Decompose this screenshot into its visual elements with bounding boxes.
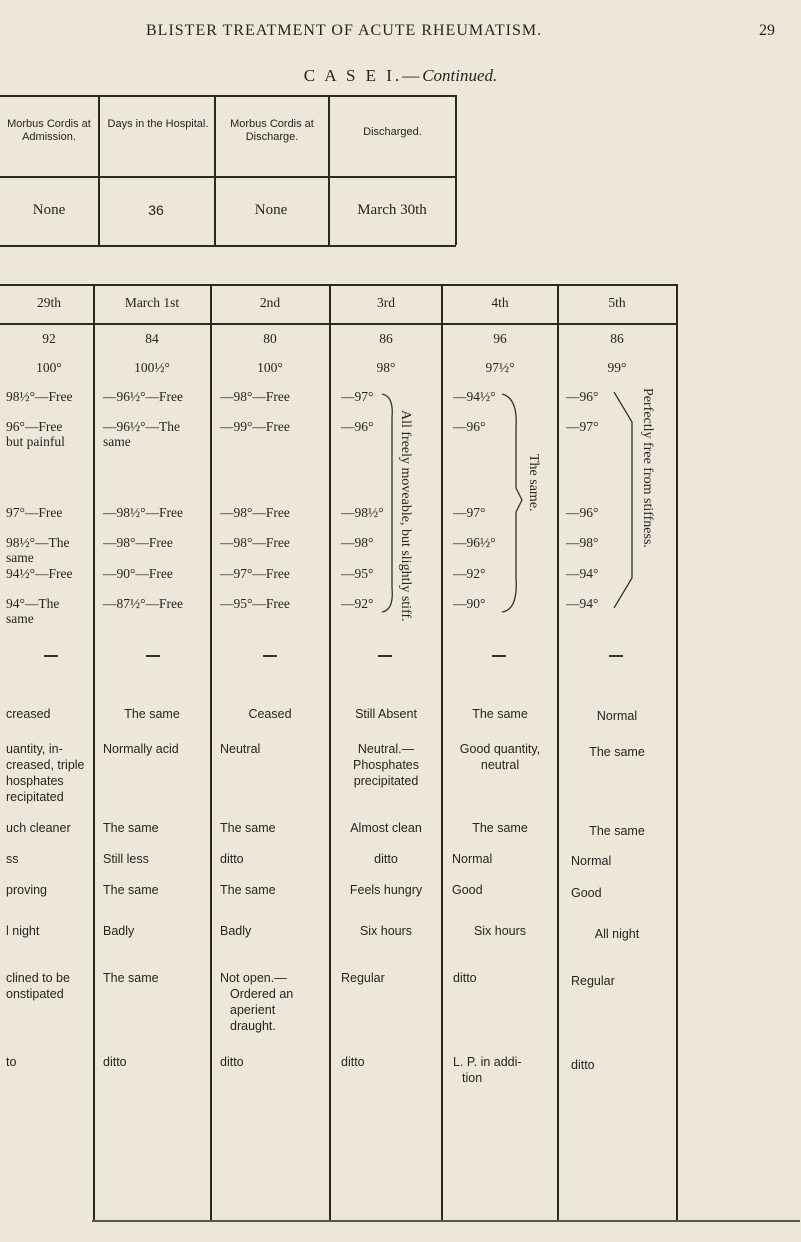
joint-entry: —94½° [453,389,496,404]
row-cell: The same [103,971,159,985]
temperature-value: 97½° [485,360,515,375]
cell-morbus-admission: None [32,202,66,218]
case-title [0,66,801,86]
row-cell: Good quantity, [459,742,541,756]
row-cell: Normally acid [103,742,179,756]
joint-entry: same [103,434,131,449]
joint-entry: —96° [566,505,599,520]
header-morbus-admission: Morbus Cordis at Admission. [7,118,91,143]
rule [455,95,457,245]
day-header: 4th [491,295,509,310]
row-cell: uantity, in- [6,742,63,756]
joint-entry: 94½°—Free [6,566,73,581]
row-cell: ditto [571,1058,595,1072]
row-cell: Not open.— [220,971,287,985]
row-cell: Normal [571,854,612,868]
pulse-value: 86 [610,331,624,346]
row-cell: Good [452,883,483,897]
row-cell: Neutral [220,742,261,756]
day-header: 29th [36,295,61,310]
joint-entry: 98½°—Free [6,389,73,404]
rule [0,95,456,97]
joint-entry: —96½° [453,535,496,550]
cell-days: 36 [148,202,164,218]
joint-entry: but painful [6,434,65,449]
cell-discharged: March 30th [357,202,427,218]
row-cell: Ordered an [230,987,294,1001]
row-cell: tion [462,1071,483,1085]
row-cell: Feels hungry [349,883,423,897]
row-cell: The same [220,883,276,897]
dash [492,655,506,657]
pulse-value: 92 [42,331,56,346]
day-header: March 1st [124,295,180,310]
joint-entry: —98½° [341,505,384,520]
row-cell: L. P. in addi- [453,1055,522,1069]
row-cell: ditto [220,1055,244,1069]
joint-entry: —98° [566,535,599,550]
row-cell: precipitated [353,774,419,788]
rule [214,95,216,245]
brace-3rd [380,388,400,616]
row-cell: Normal [596,709,638,723]
rule [0,323,676,325]
joint-entry: —98°—Free [220,535,290,550]
rule [328,95,330,245]
joint-entry: —98°—Free [220,505,290,520]
joint-entry: same [6,611,34,626]
rule [98,95,100,245]
row-cell: All night [594,927,640,941]
row-cell: l night [6,924,40,938]
row-cell: Regular [571,974,615,988]
joint-entry: 96°—Free [6,419,63,434]
joint-entry: —92° [341,596,374,611]
joint-entry: —90°—Free [103,566,173,581]
joint-entry: —87½°—Free [103,596,184,611]
joint-entry: —95° [341,566,374,581]
pulse-value: 84 [145,331,159,346]
header-days-hospital: Days in the Hospital. [107,118,209,130]
joint-entry: —96° [341,419,374,434]
row-cell: The same [124,707,180,721]
brace-note-4th: The same. [526,454,541,512]
case-label: C A S E I.— [303,66,423,85]
row-cell: recipitated [6,790,64,804]
row-cell: ditto [453,971,477,985]
rule [0,176,456,178]
joint-entry: —96½°—The [103,419,181,434]
brace-5th [612,382,640,618]
joint-entry: —90° [453,596,486,611]
header-morbus-discharge: Morbus Cordis at Discharge. [230,118,314,143]
joint-entry: —96° [566,389,599,404]
joint-entry: —97° [453,505,486,520]
row-cell: clined to be [6,971,70,985]
page-number: 29 [759,22,775,39]
row-cell: uch cleaner [6,821,71,835]
row-cell: ss [6,852,19,866]
day-header: 5th [608,295,626,310]
row-cell: Good [571,886,602,900]
row-cell: The same [589,824,645,838]
row-cell: to [6,1055,17,1069]
case-continued: Continued. [422,66,498,85]
row-cell: creased, triple [6,758,85,772]
row-cell: Six hours [473,924,527,938]
dash [263,655,277,657]
day-header: 2nd [259,295,281,310]
brace-note-3rd: All freely moveable, but slightly stiff. [398,410,413,622]
row-cell: Badly [220,924,252,938]
brace-4th [500,388,526,616]
joint-entry: —94° [566,596,599,611]
row-cell: creased [6,707,51,721]
row-cell: The same [220,821,276,835]
joint-entry: —98°—Free [103,535,173,550]
row-cell: The same [103,883,159,897]
row-cell: Regular [341,971,385,985]
dash [44,655,58,657]
temperature-value: 98° [376,360,396,375]
joint-entry: —96° [453,419,486,434]
rule [0,284,676,286]
row-cell: ditto [374,852,398,866]
dash [146,655,160,657]
row-cell: The same [472,707,528,721]
row-cell: draught. [230,1019,276,1033]
joint-entry: same [6,550,34,565]
row-cell: aperient [230,1003,276,1017]
day-header: 3rd [377,295,395,310]
joint-entry: 94°—The [6,596,60,611]
row-cell: Still Absent [355,707,417,721]
joint-entry: —97° [566,419,599,434]
dash [378,655,392,657]
rule [676,284,678,1220]
pulse-value: 86 [379,331,393,346]
row-cell: Phosphates [352,758,420,772]
row-cell: The same [103,821,159,835]
temperature-value: 100° [257,360,283,375]
joint-entry: 98½°—The [6,535,70,550]
joint-entry: —98°—Free [220,389,290,404]
row-cell: proving [6,883,47,897]
rule [93,284,95,1220]
brace-note-5th: Perfectly free from stiffness. [640,388,655,548]
joint-entry: —92° [453,566,486,581]
row-cell: Badly [103,924,135,938]
temperature-value: 100½° [134,360,170,375]
joint-entry: —96½°—Free [103,389,184,404]
row-cell: hosphates [6,774,64,788]
row-cell: onstipated [6,987,64,1001]
row-cell: ditto [341,1055,365,1069]
row-cell: Normal [452,852,493,866]
joint-entry: —94° [566,566,599,581]
joint-entry: —98½°—Free [103,505,184,520]
row-cell: Six hours [359,924,413,938]
joint-entry: —97°—Free [220,566,290,581]
row-cell: Still less [103,852,149,866]
row-cell: ditto [103,1055,127,1069]
joint-entry: 97°—Free [6,505,63,520]
header-discharged: Discharged. [363,126,422,138]
row-cell: Neutral.— [357,742,415,756]
row-cell: Ceased [248,707,292,721]
row-cell: neutral [480,758,520,772]
running-head: BLISTER TREATMENT OF ACUTE RHEUMATISM. [146,22,543,39]
joint-entry: —97° [341,389,374,404]
row-cell: The same [589,745,645,759]
dash [609,655,623,657]
row-cell: Almost clean [350,821,422,835]
cell-morbus-discharge: None [254,202,288,218]
rule [92,1220,800,1222]
temperature-value: 100° [36,360,62,375]
pulse-value: 96 [493,331,507,346]
row-cell: ditto [220,852,244,866]
rule [0,245,456,247]
joint-entry: —99°—Free [220,419,290,434]
running-header [0,22,801,52]
temperature-value: 99° [607,360,627,375]
pulse-value: 80 [263,331,277,346]
row-cell: The same [472,821,528,835]
joint-entry: —98° [341,535,374,550]
joint-entry: —95°—Free [220,596,290,611]
rule [210,284,212,1220]
